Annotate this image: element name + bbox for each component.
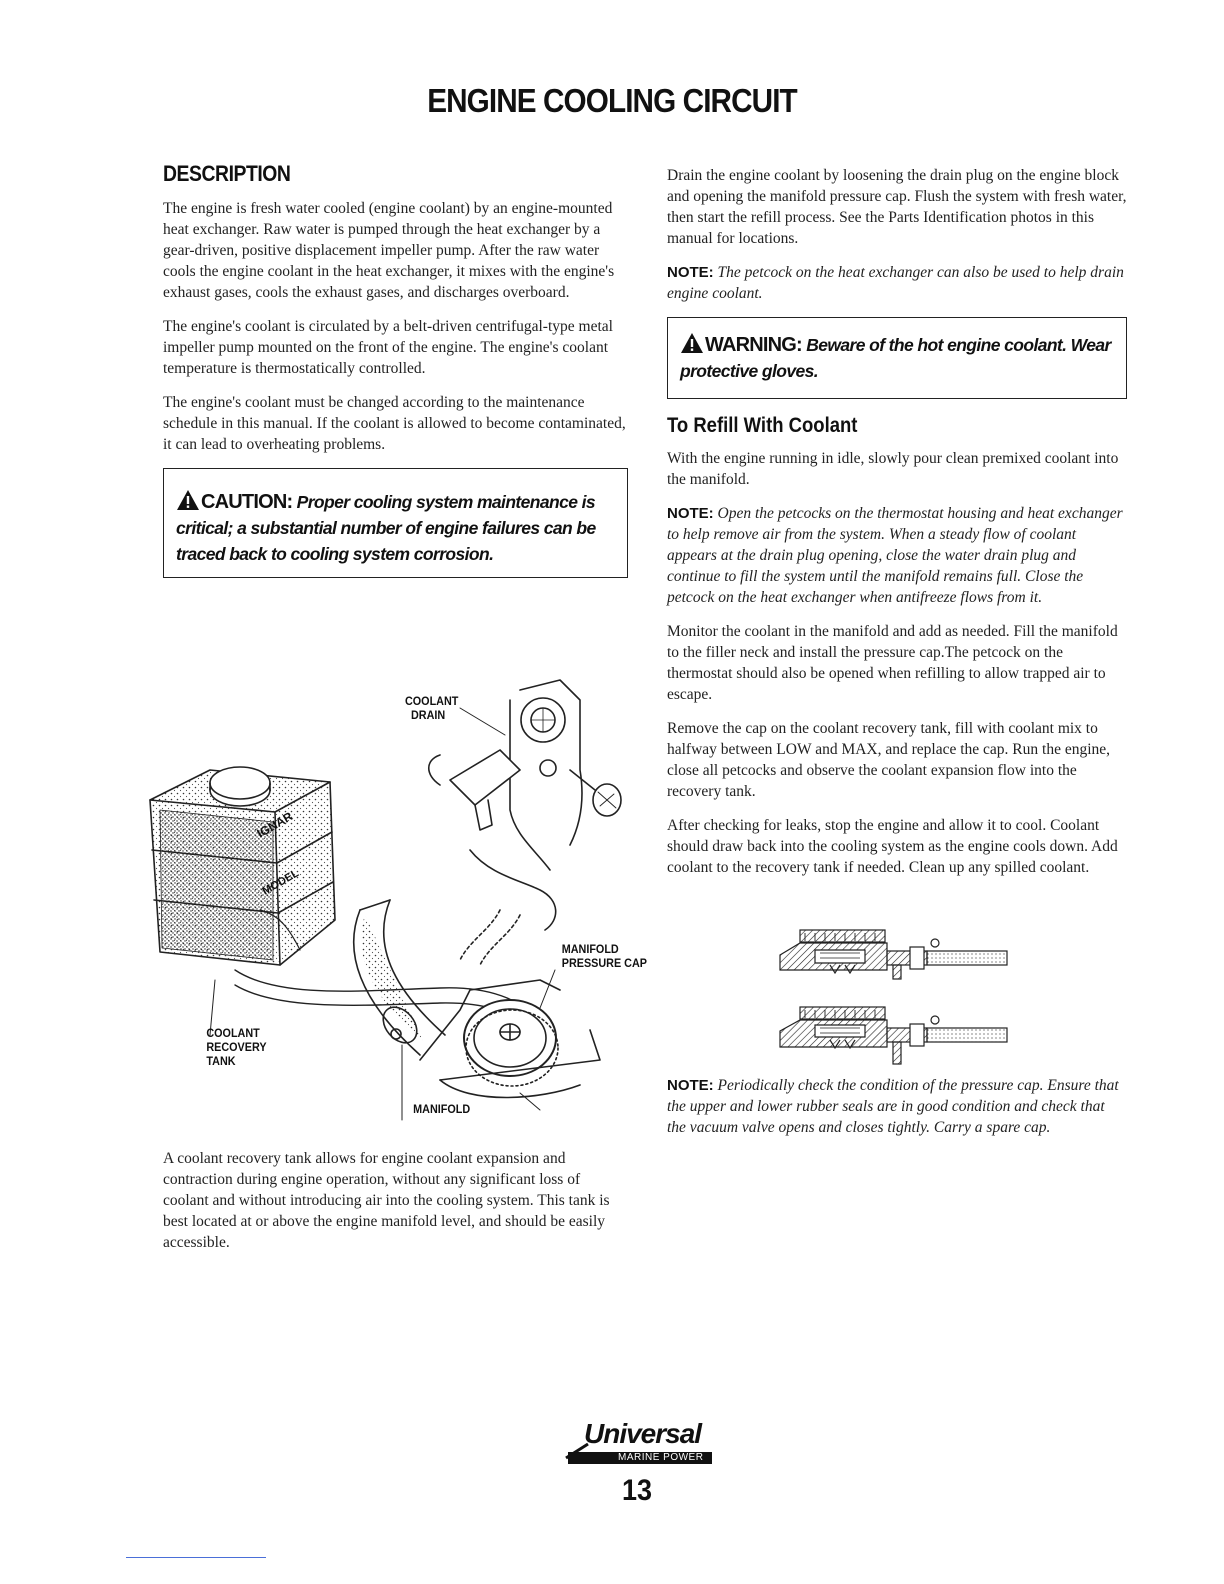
tank-brand-label-bottom: MODEL bbox=[260, 867, 301, 898]
label-coolant-recovery-tank: COOLANT RECOVERY TANK bbox=[206, 1026, 267, 1068]
left-column bbox=[163, 163, 628, 594]
note-label: NOTE: bbox=[667, 1077, 714, 1094]
caution-label: CAUTION: bbox=[201, 491, 293, 513]
label-manifold-pressure-cap: MANIFOLD PRESSURE CAP bbox=[561, 942, 647, 970]
pressure-cap-illustration bbox=[775, 925, 1015, 1070]
label-coolant-drain: COOLANT DRAIN bbox=[404, 694, 459, 722]
refill-heading: To Refill With Coolant bbox=[667, 414, 858, 437]
refill-intro: With the engine running in idle, slowly pour clean premixed coolant into the manifold. bbox=[667, 450, 1119, 488]
note-text: Periodically check the condition of the pressure cap. Ensure that the upper and lower rubber seals are in good condition and check that the vacuum valve opens and closes tightly. Carry a spare cap. bbox=[667, 1077, 1119, 1136]
leak-check-paragraph: After checking for leaks, stop the engine and allow it to cool. Coolant should draw back into the cooling system as the engine cools down. Add coolant to the recovery tank if needed. Clean up any spilled coolant. bbox=[667, 817, 1118, 876]
warning-line-1 bbox=[680, 332, 1114, 358]
page-title: ENGINE COOLING CIRCUIT bbox=[427, 82, 797, 119]
note-text: The petcock on the heat exchanger can also be used to help drain engine coolant. bbox=[667, 264, 1124, 302]
warning-box bbox=[667, 317, 1127, 399]
warning-text-2: protective gloves. bbox=[680, 361, 819, 381]
tank-brand-label-top: IGNAR bbox=[254, 809, 295, 841]
warning-triangle-icon bbox=[176, 489, 200, 511]
bottom-rule bbox=[126, 1557, 266, 1558]
description-heading: DESCRIPTION bbox=[163, 161, 291, 186]
warning-text-1: Beware of the hot engine coolant. Wear bbox=[806, 335, 1111, 355]
caution-line-1 bbox=[176, 489, 615, 515]
recovery-fill-paragraph: Remove the cap on the coolant recovery tank, fill with coolant mix to halfway between LOW and MAX, and replace the cap. Run the engine, close all petcocks and observe the coolant expansion flow into the recovery tank. bbox=[667, 720, 1111, 800]
pressure-cap-drawing bbox=[775, 925, 1015, 1070]
drain-paragraph: Drain the engine coolant by loosening the drain plug on the engine block and opening the manifold pressure cap. Flush the system with fresh water, then start the refill process. See the Parts Identification photos in this manual for locations. bbox=[667, 167, 1127, 247]
note-petcocks bbox=[667, 503, 1127, 608]
caution-text-2: critical; a substantial number of engine failures can be bbox=[176, 518, 596, 538]
right-column bbox=[667, 165, 1127, 891]
recovery-tank-paragraph: A coolant recovery tank allows for engine coolant expansion and contraction during engine operation, without any significant loss of coolant and without introducing air into the cooling system. This tank is best located at or above the engine manifold level, and should be easily accessible. bbox=[163, 1150, 610, 1251]
caution-text-3: traced back to cooling system corrosion. bbox=[176, 544, 494, 564]
pressure-cap-note bbox=[667, 1075, 1127, 1138]
caution-text-1: Proper cooling system maintenance is bbox=[296, 492, 596, 512]
brand-logo: Universal bbox=[584, 1418, 702, 1449]
warning-triangle-icon bbox=[680, 332, 704, 354]
note-label: NOTE: bbox=[667, 264, 714, 281]
footer bbox=[562, 1418, 712, 1513]
description-paragraph-2: The engine's coolant is circulated by a belt-driven centrifugal-type metal impeller pump mounted on the front of the engine. The engine's coolant temperature is thermostatically controlled. bbox=[163, 318, 613, 377]
label-manifold: MANIFOLD bbox=[413, 1102, 471, 1116]
brand-subtitle: MARINE POWER bbox=[618, 1452, 704, 1463]
warning-label: WARNING: bbox=[705, 334, 802, 356]
note-petcock bbox=[667, 262, 1127, 304]
monitor-paragraph: Monitor the coolant in the manifold and add as needed. Fill the manifold to the filler neck and install the pressure cap.The petcock on the thermostat should also be opened when refilling to allow trapped air to escape. bbox=[667, 623, 1118, 703]
description-paragraph-1: The engine is fresh water cooled (engine coolant) by an engine-mounted heat exchanger. Raw water is pumped through the heat exchanger by a gear-driven, positive displacement impeller pump. After the raw water cools the engine coolant in the heat exchanger, it mixes with the engine's exhaust gases, cools the exhaust gases, and discharges overboard. bbox=[163, 200, 615, 301]
note-label: NOTE: bbox=[667, 505, 714, 522]
page-number: 13 bbox=[621, 1474, 653, 1507]
description-paragraph-3: The engine's coolant must be changed according to the maintenance schedule in this manual. If the coolant is allowed to become contaminated, it can lead to overheating problems. bbox=[163, 394, 626, 453]
caution-box bbox=[163, 468, 628, 578]
note-text: Open the petcocks on the thermostat housing and heat exchanger to help remove air from the system. When a steady flow of coolant appears at the drain plug opening, close the water drain plug and continue to fill the system until the manifold remains full. Close the petcock on the heat exchanger when antifreeze flows from it. bbox=[667, 505, 1123, 606]
cooling-system-illustration bbox=[140, 660, 660, 1130]
